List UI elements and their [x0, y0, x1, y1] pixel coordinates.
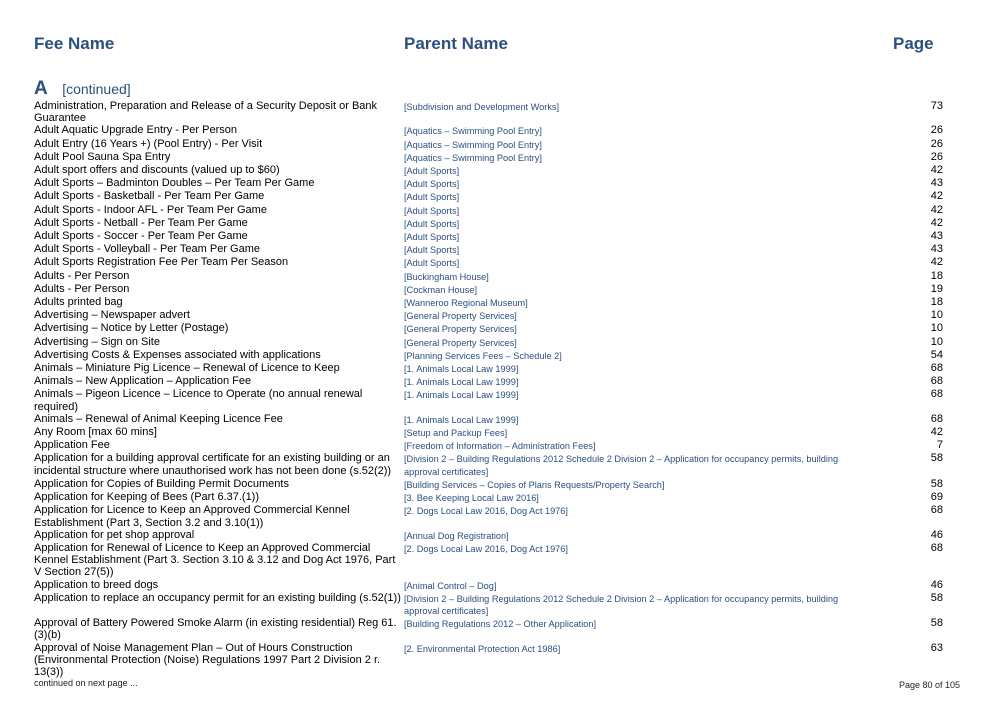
parent-name-cell: [1. Animals Local Law 1999]	[404, 364, 519, 375]
table-row	[34, 283, 964, 296]
table-row	[34, 375, 964, 388]
page-cell: 69	[930, 491, 943, 504]
table-row	[34, 504, 964, 528]
fee-name-cell: Adult Aquatic Upgrade Entry - Per Person	[34, 124, 237, 137]
fee-name-cell: Animals – Miniature Pig Licence – Renewal of Licence to Keep	[34, 362, 340, 375]
page-cell: 26	[930, 137, 943, 150]
fee-name-cell: Application for Licence to Keep an Approved Commercial Kennel Establishment (Part 3, Section 3.2 and 3.10(1))	[34, 504, 350, 529]
page-cell: 46	[930, 578, 943, 591]
fee-name-cell: Adult Sports - Soccer - Per Team Per Game	[34, 230, 248, 243]
page-cell: 26	[930, 150, 943, 163]
fee-name-cell: Approval of Noise Management Plan – Out of Hours Construction (Environmental Protection (Noise) Regulations 1997 Part 2 Division 2 r. 13(3))	[34, 641, 381, 678]
fee-name-cell: Animals – New Application – Application Fee	[34, 375, 252, 388]
page-cell: 42	[930, 256, 943, 269]
parent-name-cell: [Adult Sports]	[404, 218, 460, 229]
parent-name-cell: [Setup and Packup Fees]	[404, 428, 508, 439]
parent-name-cell: [Division 2 – Building Regulations 2012 Schedule 2 Division 2 – Application for occupancy permits, building approval certificates]	[404, 593, 839, 616]
page-cell: 68	[930, 504, 943, 517]
page-header: Page	[893, 34, 934, 53]
fee-name-cell: Administration, Preparation and Release of a Security Deposit or Bank Guarantee	[34, 100, 378, 125]
fee-name-cell: Application for a building approval certificate for an existing building or an incidental structure where unauthorised work has not been done (s.52(2))	[34, 452, 392, 477]
table-row	[34, 413, 964, 426]
page-cell: 58	[930, 452, 943, 465]
table-row	[34, 439, 964, 452]
table-row	[34, 177, 964, 190]
table-row	[34, 256, 964, 269]
page-cell: 18	[930, 296, 943, 309]
table-row	[34, 529, 964, 542]
section-letter: A	[34, 78, 48, 99]
table-row	[34, 204, 964, 217]
fee-name-cell: Application for Renewal of Licence to Keep an Approved Commercial Kennel Establishment (Part 3. Section 3.10 & 3.12 and Dog Act 1976, Part V Section 27(5))	[34, 541, 396, 579]
fee-name-cell: Application to replace an occupancy permit for an existing building (s.52(1))	[34, 591, 401, 604]
page-cell: 46	[930, 528, 943, 541]
fee-name-cell: Animals – Pigeon Licence – Licence to Operate (no annual renewal required)	[34, 388, 363, 413]
page-cell: 54	[930, 348, 943, 361]
page-cell: 19	[930, 282, 943, 295]
table-row	[34, 491, 964, 504]
parent-name-cell: [2. Dogs Local Law 2016, Dog Act 1976]	[404, 543, 568, 554]
page-cell: 58	[930, 591, 943, 604]
page-cell: 68	[930, 412, 943, 425]
fee-name-cell: Advertising – Notice by Letter (Postage)	[34, 322, 229, 335]
parent-name-cell: [Freedom of Information – Administration Fees]	[404, 441, 596, 452]
table-row	[34, 322, 964, 335]
page-cell: 10	[930, 335, 943, 348]
parent-name-cell: [1. Animals Local Law 1999]	[404, 414, 519, 425]
parent-name-cell: [Subdivision and Development Works]	[404, 102, 560, 112]
page-cell: 68	[930, 388, 943, 401]
fee-name-cell: Adults - Per Person	[34, 269, 130, 282]
page-cell: 43	[930, 177, 943, 190]
parent-name-cell: [3. Bee Keeping Local Law 2016]	[404, 493, 539, 504]
fee-name-cell: Adult Sports – Badminton Doubles – Per Team Per Game	[34, 177, 315, 190]
parent-name-cell: [1. Animals Local Law 1999]	[404, 377, 519, 388]
fee-name-cell: Adults printed bag	[34, 296, 123, 309]
fee-table	[34, 100, 964, 678]
fee-name-cell: Advertising – Newspaper advert	[34, 309, 190, 322]
parent-name-cell: [Building Services – Copies of Plans Requests/Property Search]	[404, 479, 665, 490]
parent-name-cell: [2. Environmental Protection Act 1986]	[404, 643, 561, 654]
table-row	[34, 542, 964, 579]
parent-name-cell: [Division 2 – Building Regulations 2012 Schedule 2 Division 2 – Application for occupancy permits, building approval certificates]	[404, 454, 839, 477]
table-row	[34, 617, 964, 641]
parent-name-cell: [Aquatics – Swimming Pool Entry]	[404, 152, 542, 163]
fee-name-cell: Adult Pool Sauna Spa Entry	[34, 150, 171, 163]
table-row	[34, 362, 964, 375]
page-cell: 42	[930, 216, 943, 229]
table-row	[34, 642, 964, 679]
page-cell: 63	[930, 641, 943, 654]
parent-name-cell: [Adult Sports]	[404, 205, 460, 216]
parent-name-cell: [Buckingham House]	[404, 271, 489, 282]
table-row	[34, 243, 964, 256]
fee-name-cell: Approval of Battery Powered Smoke Alarm (in existing residential) Reg 61.(3)(b)	[34, 617, 397, 642]
parent-name-cell: [Adult Sports]	[404, 192, 460, 203]
table-row	[34, 230, 964, 243]
parent-name-cell: [1. Animals Local Law 1999]	[404, 390, 519, 401]
fee-name-cell: Application to breed dogs	[34, 578, 159, 591]
table-row	[34, 151, 964, 164]
fee-name-header: Fee Name	[34, 34, 115, 53]
parent-name-cell: [Adult Sports]	[404, 179, 460, 190]
page-cell: 58	[930, 477, 943, 490]
table-row	[34, 296, 964, 309]
page-cell: 68	[930, 362, 943, 375]
fee-name-cell: Adult Sports - Netball - Per Team Per Game	[34, 216, 248, 229]
table-row	[34, 349, 964, 362]
parent-name-cell: [Adult Sports]	[404, 245, 460, 256]
page-cell: 68	[930, 375, 943, 388]
page-cell: 43	[930, 243, 943, 256]
parent-name-cell: [Annual Dog Registration]	[404, 530, 509, 541]
page-cell: 58	[930, 617, 943, 630]
page-cell: 73	[930, 100, 943, 112]
section-continued: [continued]	[62, 81, 131, 97]
fee-name-cell: Adult Sports - Indoor AFL - Per Team Per Game	[34, 203, 267, 216]
fee-name-cell: Any Room [max 60 mins]	[34, 426, 157, 439]
page-cell: 42	[930, 164, 943, 177]
fee-name-cell: Adult Sports - Volleyball - Per Team Per Game	[34, 243, 261, 256]
page-cell: 42	[930, 426, 943, 439]
parent-name-header: Parent Name	[404, 34, 508, 53]
page-number: Page 80 of 105	[898, 680, 960, 690]
section-heading	[34, 78, 131, 100]
fee-name-cell: Animals – Renewal of Animal Keeping Licence Fee	[34, 412, 283, 425]
parent-name-cell: [Building Regulations 2012 – Other Application]	[404, 619, 597, 630]
page-cell: 10	[930, 322, 943, 335]
parent-name-cell: [Adult Sports]	[404, 258, 460, 269]
parent-name-cell: [General Property Services]	[404, 324, 517, 335]
continued-note: continued on next page ...	[34, 678, 138, 688]
table-row	[34, 452, 964, 477]
fee-name-cell: Application Fee	[34, 439, 110, 452]
fee-name-cell: Adult sport offers and discounts (valued up to $60)	[34, 164, 280, 177]
table-row	[34, 336, 964, 349]
fee-name-cell: Adults - Per Person	[34, 282, 130, 295]
parent-name-cell: [Wanneroo Regional Museum]	[404, 298, 528, 309]
parent-name-cell: [Adult Sports]	[404, 232, 460, 243]
table-row	[34, 270, 964, 283]
parent-name-cell: [Aquatics – Swimming Pool Entry]	[404, 139, 542, 150]
page-cell: 42	[930, 203, 943, 216]
table-row	[34, 124, 964, 137]
parent-name-cell: [General Property Services]	[404, 337, 517, 348]
page-cell: 26	[930, 124, 943, 137]
fee-name-cell: Adult Entry (16 Years +) (Pool Entry) - Per Visit	[34, 137, 263, 150]
parent-name-cell: [Animal Control – Dog]	[404, 580, 497, 591]
page-cell: 18	[930, 269, 943, 282]
page-cell: 7	[936, 439, 943, 452]
parent-name-cell: [Cockman House]	[404, 284, 478, 295]
page-cell: 10	[930, 309, 943, 322]
parent-name-cell: [2. Dogs Local Law 2016, Dog Act 1976]	[404, 506, 568, 517]
table-row	[34, 217, 964, 230]
parent-name-cell: [Planning Services Fees – Schedule 2]	[404, 350, 562, 361]
fee-name-cell: Adult Sports Registration Fee Per Team Per Season	[34, 256, 289, 269]
page-cell: 43	[930, 230, 943, 243]
table-row	[34, 388, 964, 412]
fee-name-cell: Advertising – Sign on Site	[34, 335, 160, 348]
table-row	[34, 100, 964, 124]
table-row	[34, 190, 964, 203]
page-cell: 68	[930, 541, 943, 554]
table-row	[34, 592, 964, 617]
table-row	[34, 164, 964, 177]
parent-name-cell: [General Property Services]	[404, 311, 517, 322]
fee-name-cell: Advertising Costs & Expenses associated with applications	[34, 348, 321, 361]
table-row	[34, 138, 964, 151]
table-row	[34, 309, 964, 322]
fee-name-cell: Application for Keeping of Bees (Part 6.37.(1))	[34, 491, 260, 504]
parent-name-cell: [Adult Sports]	[404, 166, 460, 177]
fee-name-cell: Adult Sports - Basketball - Per Team Per Game	[34, 190, 265, 203]
parent-name-cell: [Aquatics – Swimming Pool Entry]	[404, 126, 542, 137]
table-row	[34, 579, 964, 592]
fee-name-cell: Application for Copies of Building Permit Documents	[34, 477, 289, 490]
page-cell: 42	[930, 190, 943, 203]
fee-name-cell: Application for pet shop approval	[34, 528, 195, 541]
table-row	[34, 426, 964, 439]
table-row	[34, 478, 964, 491]
